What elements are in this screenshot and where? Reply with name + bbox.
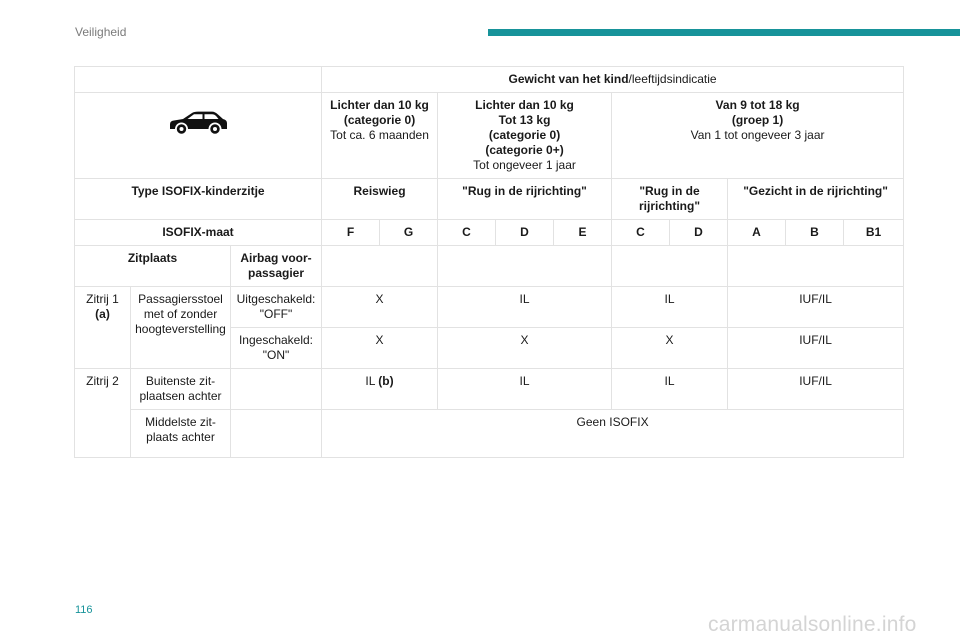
size-label: ISOFIX-maat xyxy=(75,220,322,246)
value-cell: IUF/IL xyxy=(728,369,904,410)
seat-label: Zitplaats xyxy=(75,246,231,287)
size-cell: D xyxy=(496,220,554,246)
section-title: Veiligheid xyxy=(75,25,127,39)
value-cell xyxy=(322,369,438,410)
weight-header-row xyxy=(75,67,904,93)
table-row xyxy=(75,410,904,458)
type-cell: Reiswieg xyxy=(322,179,438,220)
no-isofix-cell: Geen ISOFIX xyxy=(322,410,904,458)
value-cell: X xyxy=(612,328,728,369)
size-row xyxy=(75,220,904,246)
value-cell: IL xyxy=(438,369,612,410)
weight-header-cell xyxy=(322,67,904,93)
table-row xyxy=(75,287,904,328)
group-row xyxy=(75,93,904,179)
group-1-age: Tot ongeveer 1 jaar xyxy=(473,158,576,172)
airbag-on-label: Ingeschakeld: "ON" xyxy=(231,328,322,369)
group-0-age: Tot ca. 6 maanden xyxy=(330,128,429,142)
size-cell: C xyxy=(438,220,496,246)
size-cell: G xyxy=(380,220,438,246)
value-note: (b) xyxy=(378,374,394,388)
type-label: Type ISOFIX-kinderzitje xyxy=(75,179,322,220)
size-cell: B1 xyxy=(844,220,904,246)
value-cell: IL xyxy=(438,287,612,328)
size-cell: C xyxy=(612,220,670,246)
group-2-age: Van 1 tot ongeveer 3 jaar xyxy=(690,128,825,142)
type-cell: "Gezicht in de rijrichting" xyxy=(728,179,904,220)
row-1-text: Zitrij 1 xyxy=(86,292,119,306)
passenger-seat-label: Passagiersstoel met of zonder hoogteverstelling xyxy=(131,287,231,369)
empty-cell xyxy=(438,246,612,287)
size-cell: A xyxy=(728,220,786,246)
group-1-line: (categorie 0) xyxy=(488,128,561,142)
size-cell: B xyxy=(786,220,844,246)
row-1-note: (a) xyxy=(95,307,110,321)
value-text: IL xyxy=(365,374,375,388)
group-cell-1 xyxy=(438,93,612,179)
group-0-line: Lichter dan 10 kg xyxy=(330,98,429,112)
section-accent-bar xyxy=(488,29,960,36)
weight-header-bold: Gewicht van het kind xyxy=(508,72,629,86)
value-cell: IUF/IL xyxy=(728,328,904,369)
group-2-line: Van 9 tot 18 kg xyxy=(715,98,800,112)
empty-cell xyxy=(728,246,904,287)
group-cell-2 xyxy=(612,93,904,179)
empty-cell xyxy=(231,369,322,410)
type-cell: "Rug in de rijrichting" xyxy=(438,179,612,220)
value-cell: IL xyxy=(612,287,728,328)
table-row xyxy=(75,369,904,410)
value-cell: X xyxy=(322,287,438,328)
airbag-off-label: Uitgeschakeld: "OFF" xyxy=(231,287,322,328)
group-1-line: Lichter dan 10 kg xyxy=(475,98,574,112)
isofix-table xyxy=(74,66,904,458)
empty-cell xyxy=(612,246,728,287)
empty-cell xyxy=(322,246,438,287)
empty-corner-cell xyxy=(75,67,322,93)
airbag-label: Airbag voor-passagier xyxy=(231,246,322,287)
group-cell-0 xyxy=(322,93,438,179)
weight-header-rest: /leeftijdsindicatie xyxy=(628,72,717,86)
page-number: 116 xyxy=(75,604,93,616)
car-side-icon xyxy=(167,110,229,136)
size-cell: D xyxy=(670,220,728,246)
group-1-line: (categorie 0+) xyxy=(485,143,564,157)
row-2-label: Zitrij 2 xyxy=(75,369,131,458)
group-1-line: Tot 13 kg xyxy=(498,113,551,127)
type-cell: "Rug in de rijrichting" xyxy=(612,179,728,220)
row-1-label xyxy=(75,287,131,369)
watermark: carmanualsonline.info xyxy=(708,613,917,636)
value-cell: X xyxy=(322,328,438,369)
size-cell: E xyxy=(554,220,612,246)
vehicle-cell xyxy=(75,93,322,179)
group-0-line: (categorie 0) xyxy=(343,113,416,127)
seat-header-row xyxy=(75,246,904,287)
outer-seats-label: Buitenste zit-plaatsen achter xyxy=(131,369,231,410)
value-cell: X xyxy=(438,328,612,369)
group-2-line: (groep 1) xyxy=(731,113,784,127)
empty-cell xyxy=(231,410,322,458)
value-cell: IL xyxy=(612,369,728,410)
middle-seat-label: Middelste zit-plaats achter xyxy=(131,410,231,458)
type-row xyxy=(75,179,904,220)
value-cell: IUF/IL xyxy=(728,287,904,328)
size-cell: F xyxy=(322,220,380,246)
